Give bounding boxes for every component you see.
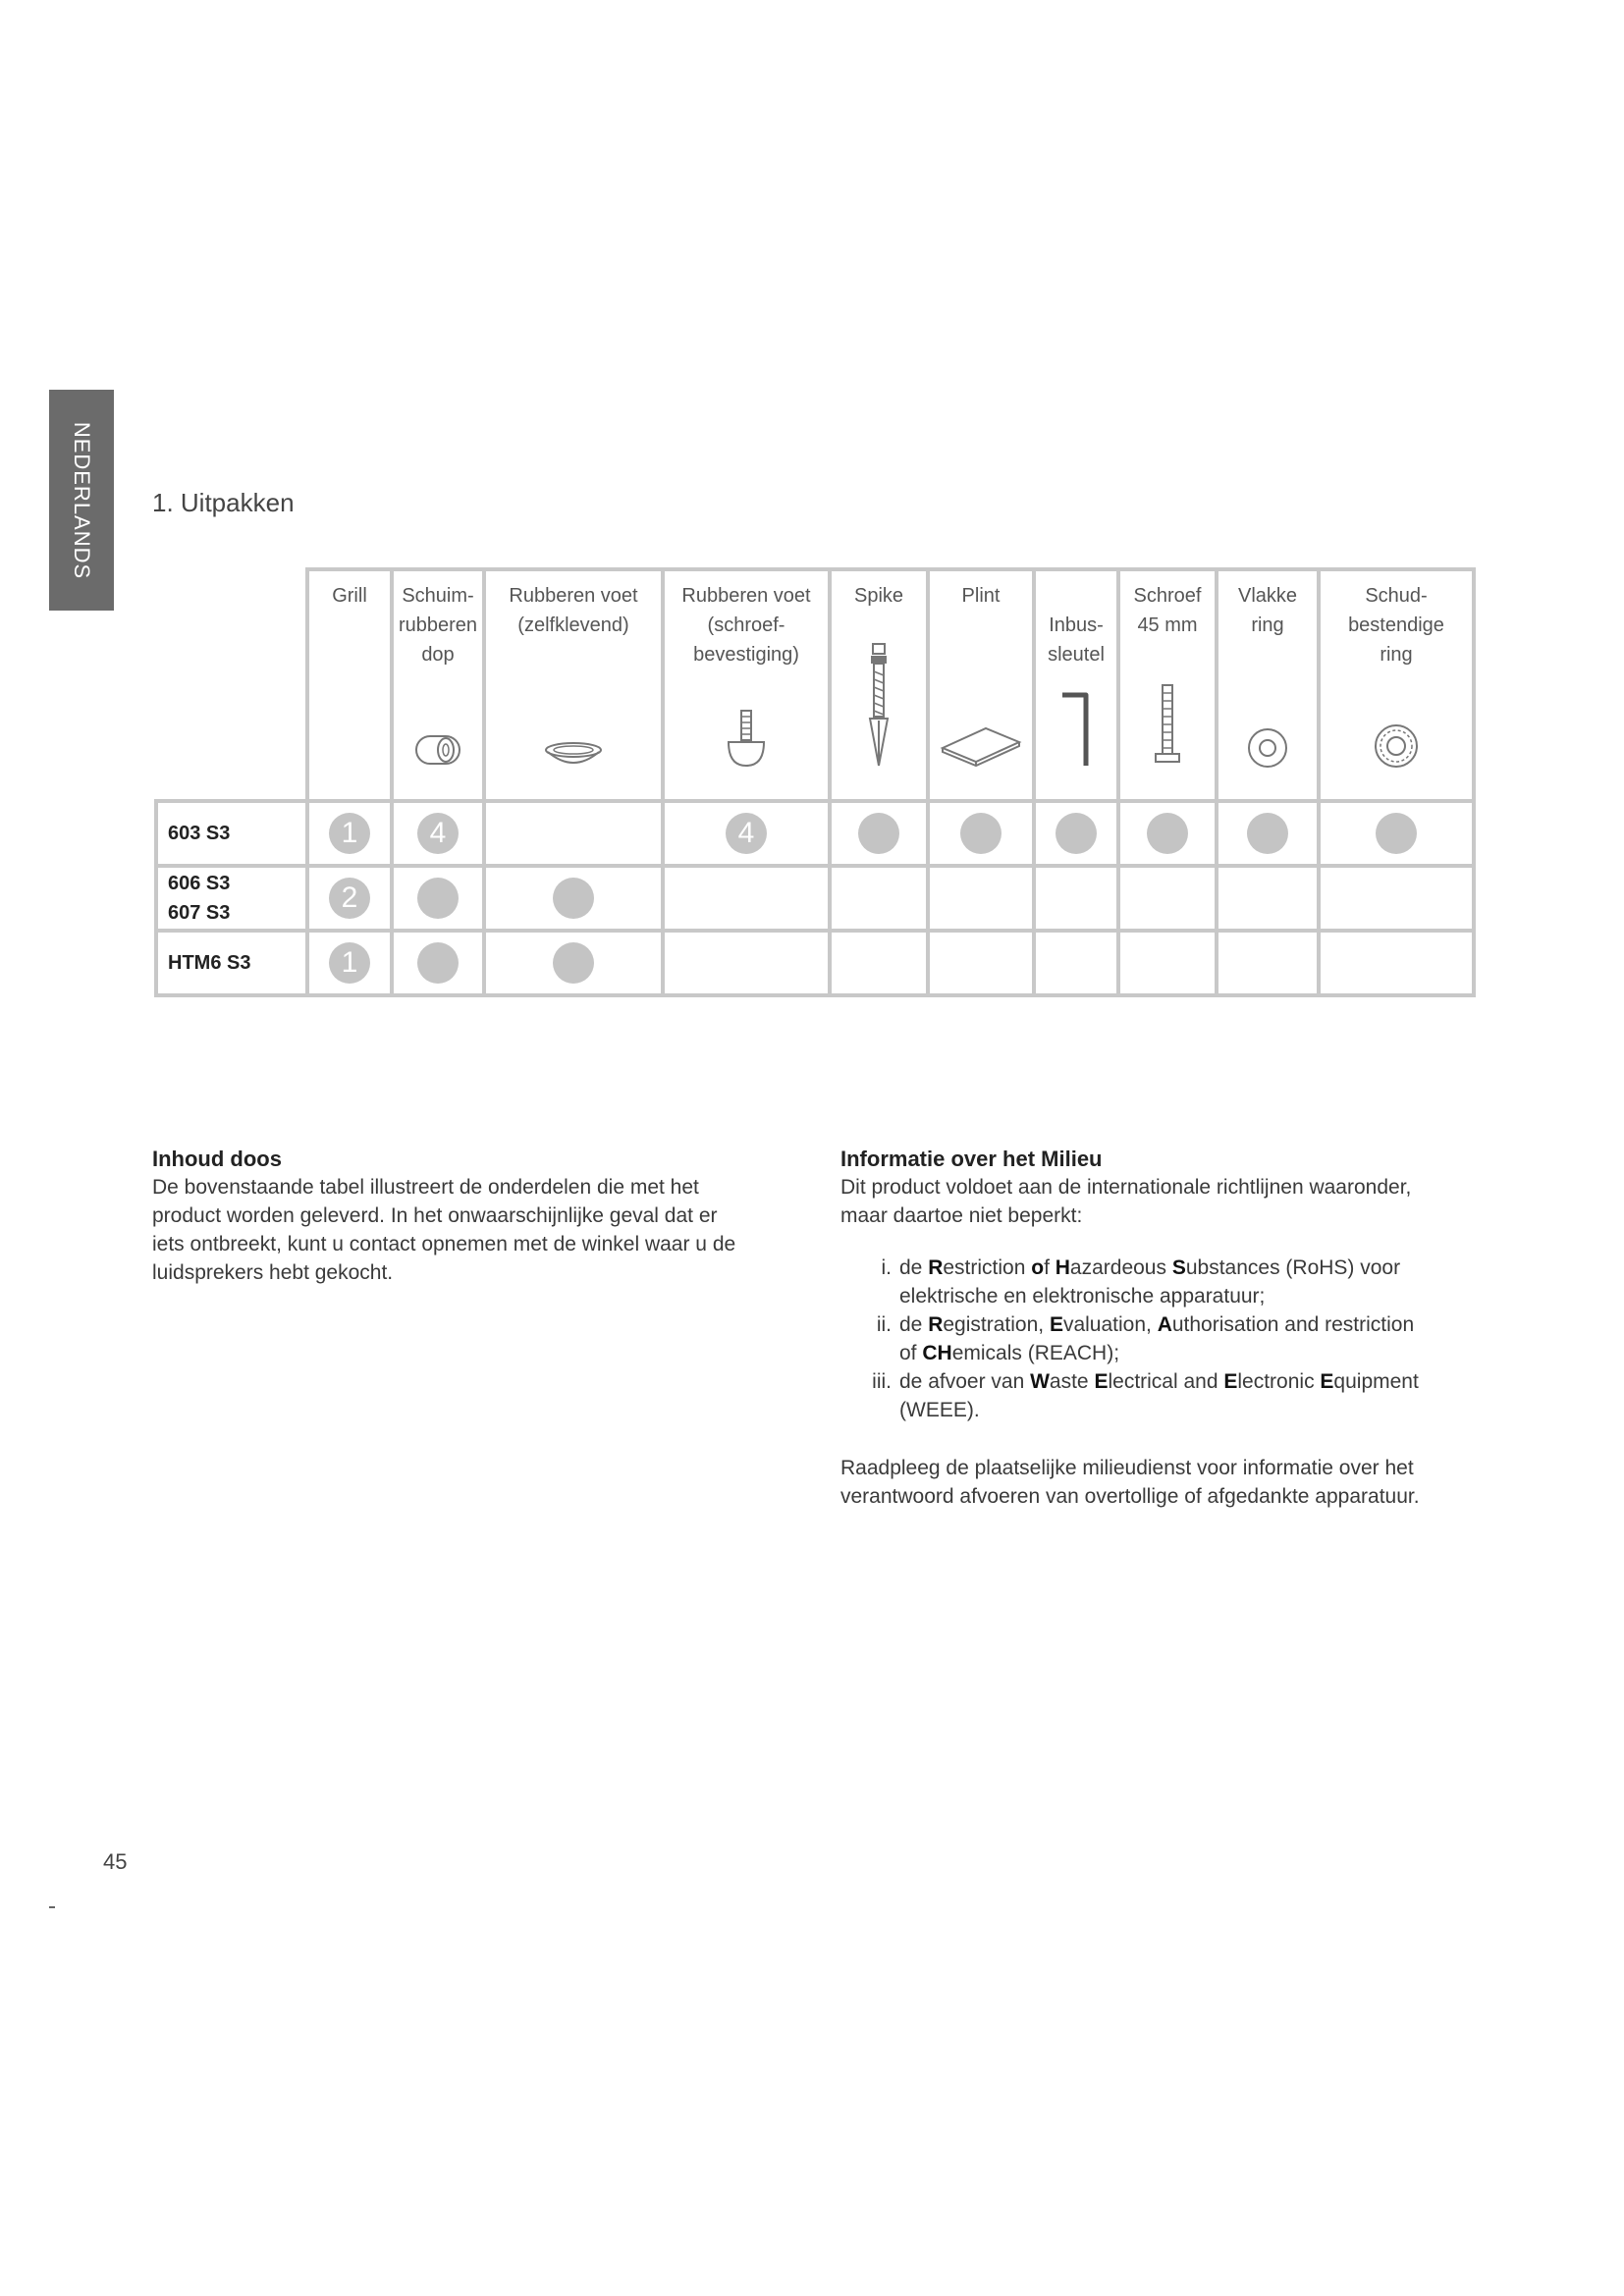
- column-label-line: ring: [1251, 614, 1284, 636]
- column-label-line: (schroef-: [707, 614, 785, 636]
- quantity-cell: [830, 866, 928, 931]
- flat-washer-icon: [1218, 726, 1317, 770]
- column-label-line: 45 mm: [1137, 614, 1198, 636]
- directive-text-run: aste: [1049, 1370, 1095, 1393]
- column-label: [832, 571, 926, 611]
- column-header-lock-washer: [1319, 569, 1474, 801]
- model-name: 606 S3: [168, 873, 231, 894]
- page-number: 45: [103, 1849, 128, 1874]
- table-row: [156, 801, 1474, 866]
- milieu-intro-line: Dit product voldoet aan de internationale richtlijnen waaronder,: [840, 1176, 1412, 1199]
- spike-icon: [832, 642, 926, 770]
- quantity-cell: [663, 801, 830, 866]
- directive-list: [840, 1254, 1489, 1424]
- column-label: [665, 571, 828, 669]
- quantity-cell: [392, 801, 484, 866]
- included-dot: [1147, 813, 1188, 854]
- column-header-allen-key: [1034, 569, 1118, 801]
- milieu-closing-line: Raadpleeg de plaatselijke milieudienst voor informatie over het: [840, 1457, 1414, 1479]
- quantity-cell: [1034, 866, 1118, 931]
- directive-text-run: de afvoer van: [899, 1370, 1031, 1393]
- quantity-cell: [1034, 931, 1118, 995]
- model-name: HTM6 S3: [168, 952, 251, 974]
- directive-text-run: lectronic: [1237, 1370, 1321, 1393]
- quantity-cell: [928, 931, 1034, 995]
- language-tab-label: NEDERLANDS: [70, 421, 94, 579]
- directive-line: [899, 1254, 1400, 1282]
- quantity-cell: [392, 931, 484, 995]
- acronym-letter: E: [1223, 1370, 1238, 1393]
- milieu-closing-line: verantwoord afvoeren van overtollige of afgedankte apparatuur.: [840, 1485, 1420, 1508]
- inhoud-body: [152, 1173, 800, 1287]
- column-header-grill: [307, 569, 392, 801]
- language-tab: [49, 390, 114, 611]
- column-label-line: Inbus-: [1049, 614, 1104, 636]
- table-row: [156, 931, 1474, 995]
- quantity-cell: [1217, 866, 1319, 931]
- milieu-closing: [840, 1454, 1489, 1511]
- column-label: [1036, 571, 1116, 669]
- quantity-cell: [1319, 801, 1474, 866]
- column-header-flat-washer: [1217, 569, 1319, 801]
- directive-text-run: of: [899, 1342, 923, 1364]
- directive-item: [840, 1310, 1489, 1367]
- directive-text-run: uthorisation and restriction: [1171, 1313, 1415, 1336]
- acronym-letter: S: [1171, 1256, 1186, 1279]
- milieu-section: [840, 1145, 1489, 1511]
- inhoud-line: iets ontbreekt, kunt u contact opnemen met de winkel waar u de: [152, 1233, 736, 1255]
- column-label-line: Grill: [332, 585, 367, 607]
- directive-text-run: egistration,: [943, 1313, 1050, 1336]
- column-label: [309, 571, 390, 611]
- quantity-badge: 1: [329, 942, 370, 984]
- column-label-line: rubberen: [398, 614, 478, 636]
- plint-icon: [930, 721, 1032, 770]
- milieu-heading: Informatie over het Milieu: [840, 1147, 1103, 1171]
- directive-item: [840, 1367, 1489, 1424]
- directive-text-run: (WEEE).: [899, 1399, 980, 1421]
- directive-text-run: estriction: [943, 1256, 1032, 1279]
- column-label-line: Vlakke: [1237, 585, 1298, 607]
- directive-text-run: ubstances (RoHS) voor: [1185, 1256, 1401, 1279]
- column-label-line: ring: [1380, 644, 1413, 666]
- quantity-cell: [484, 931, 663, 995]
- model-name: 607 S3: [168, 902, 231, 924]
- column-label-line: (zelfklevend): [517, 614, 629, 636]
- quantity-cell: [484, 801, 663, 866]
- quantity-cell: [392, 866, 484, 931]
- quantity-badge: 4: [726, 813, 767, 854]
- quantity-cell: [663, 931, 830, 995]
- quantity-cell: [1217, 931, 1319, 995]
- directive-text-run: de: [899, 1313, 929, 1336]
- acronym-letter: E: [1320, 1370, 1334, 1393]
- included-dot: [858, 813, 899, 854]
- included-dot: [1376, 813, 1417, 854]
- column-header-spike: [830, 569, 928, 801]
- column-label-line: Schroef: [1133, 585, 1202, 607]
- quantity-cell: [830, 931, 928, 995]
- inhoud-line: De bovenstaande tabel illustreert de onderdelen die met het: [152, 1176, 699, 1199]
- acronym-letter: E: [1094, 1370, 1109, 1393]
- directive-line: [899, 1396, 1419, 1424]
- acronym-letter: CH: [922, 1342, 952, 1364]
- directive-line: [899, 1367, 1419, 1396]
- quantity-badge: 2: [329, 878, 370, 919]
- column-header-screw: [1118, 569, 1217, 801]
- directive-text-run: azardeous: [1069, 1256, 1172, 1279]
- acronym-letter: R: [928, 1256, 944, 1279]
- quantity-badge: 1: [329, 813, 370, 854]
- column-label-line: Rubberen voet: [681, 585, 811, 607]
- screw-icon: [1120, 681, 1215, 770]
- table-row: [156, 866, 1474, 931]
- directive-text: [899, 1310, 1414, 1367]
- directive-text-run: elektrische en elektronische apparatuur;: [899, 1285, 1266, 1308]
- inhoud-line: luidsprekers hebt gekocht.: [152, 1261, 394, 1284]
- quantity-cell: [1319, 931, 1474, 995]
- directive-number: i.: [881, 1256, 892, 1279]
- directive-text-run: quipment: [1333, 1370, 1419, 1393]
- quantity-cell: [307, 866, 392, 931]
- quantity-cell: [1319, 866, 1474, 931]
- rubber-foot-adhesive-icon: [486, 740, 661, 770]
- column-label-line: bevestiging): [693, 644, 799, 666]
- column-label-line: sleutel: [1048, 644, 1105, 666]
- quantity-cell: [928, 801, 1034, 866]
- column-label-line: dop: [421, 644, 455, 666]
- quantity-cell: [1034, 801, 1118, 866]
- quantity-cell: [1118, 931, 1217, 995]
- column-label-line: Rubberen voet: [509, 585, 638, 607]
- inhoud-heading: Inhoud doos: [152, 1147, 282, 1171]
- directive-text-run: f: [1044, 1256, 1056, 1279]
- included-dot: [1056, 813, 1097, 854]
- quantity-cell: [1118, 866, 1217, 931]
- quantity-cell: [307, 801, 392, 866]
- directive-text-run: lectrical and: [1108, 1370, 1224, 1393]
- parts-table: [154, 567, 1476, 997]
- included-dot: [960, 813, 1001, 854]
- column-header-rubber-foot-adhesive: [484, 569, 663, 801]
- directive-item: [840, 1254, 1489, 1310]
- directive-line: [899, 1310, 1414, 1339]
- quantity-cell: [663, 866, 830, 931]
- column-header-plint: [928, 569, 1034, 801]
- column-label-line: Schuim-: [402, 585, 474, 607]
- column-label: [1218, 571, 1317, 640]
- quantity-cell: [484, 866, 663, 931]
- milieu-intro-line: maar daartoe niet beperkt:: [840, 1204, 1083, 1227]
- column-label: [1120, 571, 1215, 640]
- section-title: 1. Uitpakken: [152, 488, 295, 517]
- included-dot: [553, 878, 594, 919]
- included-dot: [417, 942, 459, 984]
- rubber-foot-screw-icon: [665, 709, 828, 770]
- quantity-cell: [1118, 801, 1217, 866]
- column-label-line: Plint: [961, 585, 1001, 607]
- column-label-line: Spike: [853, 585, 904, 607]
- included-dot: [417, 878, 459, 919]
- table-corner: [156, 569, 307, 801]
- column-header-rubber-foot-screw: [663, 569, 830, 801]
- quantity-cell: [307, 931, 392, 995]
- quantity-cell: [830, 801, 928, 866]
- quantity-cell: [1217, 801, 1319, 866]
- acronym-letter: H: [1055, 1256, 1070, 1279]
- directive-text-run: emicals (REACH);: [951, 1342, 1120, 1364]
- column-label: [486, 571, 661, 640]
- acronym-letter: o: [1031, 1256, 1045, 1279]
- table-header-row: [156, 569, 1474, 801]
- acronym-letter: W: [1030, 1370, 1050, 1393]
- directive-line: [899, 1282, 1400, 1310]
- column-label-line: Schud-: [1365, 585, 1428, 607]
- acronym-letter: R: [928, 1313, 944, 1336]
- model-label: [156, 801, 307, 866]
- column-label: [930, 571, 1032, 611]
- included-dot: [553, 942, 594, 984]
- acronym-letter: E: [1049, 1313, 1063, 1336]
- directive-line: [899, 1339, 1414, 1367]
- column-label: [1321, 571, 1472, 669]
- lock-washer-icon: [1321, 722, 1472, 770]
- inhoud-section: [152, 1145, 800, 1287]
- directive-text-run: valuation,: [1062, 1313, 1158, 1336]
- directive-text-run: de: [899, 1256, 929, 1279]
- column-header-foam-plug: [392, 569, 484, 801]
- directive-number: ii.: [876, 1313, 892, 1336]
- quantity-badge: 4: [417, 813, 459, 854]
- inhoud-line: product worden geleverd. In het onwaarschijnlijke geval dat er: [152, 1204, 718, 1227]
- model-label: [156, 931, 307, 995]
- included-dot: [1247, 813, 1288, 854]
- model-name: 603 S3: [168, 823, 231, 844]
- directive-text: [899, 1367, 1419, 1424]
- foam-plug-icon: [394, 730, 482, 770]
- page-mark: [49, 1906, 55, 1908]
- allen-key-icon: [1036, 691, 1116, 770]
- quantity-cell: [928, 866, 1034, 931]
- model-label: [156, 866, 307, 931]
- directive-number: iii.: [872, 1370, 892, 1393]
- acronym-letter: A: [1157, 1313, 1172, 1336]
- column-label: [394, 571, 482, 669]
- column-label-line: bestendige: [1348, 614, 1444, 636]
- directive-text: [899, 1254, 1400, 1310]
